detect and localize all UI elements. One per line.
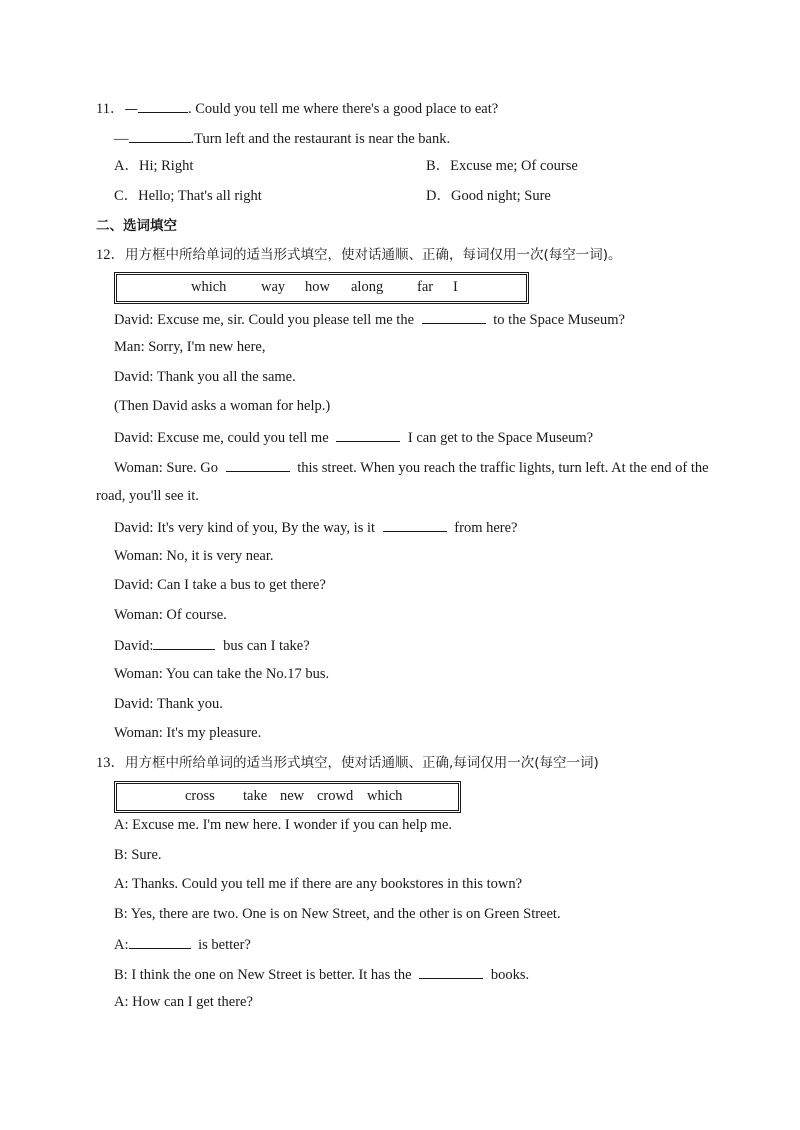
word-bank-box bbox=[114, 781, 461, 813]
answer-blank[interactable] bbox=[383, 517, 447, 532]
word-bank-item: cross bbox=[185, 788, 215, 805]
answer-blank[interactable] bbox=[336, 427, 400, 442]
dialogue-text: books. bbox=[490, 967, 530, 983]
question-number: 12． bbox=[96, 247, 125, 263]
option-letter: C． bbox=[114, 188, 139, 204]
answer-blank[interactable] bbox=[129, 934, 191, 949]
dialogue-line: B: Yes, there are two. One is on New Street, and the other is on Green Street. bbox=[114, 906, 561, 922]
dialogue-line: A: Thanks. Could you tell me if there are any bookstores in this town? bbox=[114, 876, 523, 892]
dialogue-text: B: I think the one on New Street is better. It has the bbox=[114, 967, 412, 983]
question-11-reply bbox=[114, 128, 450, 148]
dialogue-text: this street. When you reach the traffic lights, turn left. At the end of the bbox=[297, 460, 709, 476]
dialogue-text: bus can I take? bbox=[223, 638, 310, 654]
dialogue-line: B: Sure. bbox=[114, 847, 162, 863]
instruction-text: 用方框中所给单词的适当形式填空，使对话通顺、正确，每词仅用一次(每空一词)。 bbox=[125, 247, 622, 263]
dialogue-line: David: Thank you. bbox=[114, 696, 223, 712]
question-13-instruction bbox=[96, 754, 599, 772]
dialogue-line: Woman: No, it is very near. bbox=[114, 548, 274, 564]
dialogue-line: Woman: Of course. bbox=[114, 607, 227, 623]
question-12-instruction bbox=[96, 246, 622, 264]
option-c[interactable] bbox=[114, 187, 262, 205]
word-bank-item: I bbox=[453, 279, 458, 296]
dialogue-line: Woman: You can take the No.17 bus. bbox=[114, 666, 330, 682]
dialogue-text: from here? bbox=[454, 520, 518, 536]
dialogue-text: David: bbox=[114, 638, 154, 654]
answer-blank[interactable] bbox=[422, 309, 486, 324]
answer-blank[interactable] bbox=[419, 964, 483, 979]
option-text: Good night; Sure bbox=[450, 188, 551, 204]
dialogue-line bbox=[114, 635, 310, 655]
word-bank-item: along bbox=[351, 279, 384, 296]
option-text: Hi; Right bbox=[138, 158, 194, 174]
dialogue-line: (Then David asks a woman for help.) bbox=[114, 398, 331, 414]
dash: — bbox=[124, 101, 138, 117]
option-b[interactable] bbox=[426, 157, 578, 175]
word-bank-item: which bbox=[367, 788, 403, 805]
answer-blank[interactable] bbox=[226, 457, 290, 472]
dialogue-text: David: Excuse me, could you tell me bbox=[114, 430, 329, 446]
option-d[interactable] bbox=[426, 187, 551, 205]
dialogue-line bbox=[114, 309, 625, 329]
dialogue-line: David: Can I take a bus to get there? bbox=[114, 577, 326, 593]
dialogue-text: Woman: Sure. Go bbox=[114, 460, 218, 476]
word-bank-item: crowd bbox=[317, 788, 354, 805]
dialogue-line bbox=[114, 517, 517, 537]
dialogue-line: Man: Sorry, I'm new here, bbox=[114, 339, 266, 355]
question-text: .Turn left and the restaurant is near the bank. bbox=[190, 131, 451, 147]
dialogue-line: A: How can I get there? bbox=[114, 994, 253, 1010]
dialogue-line-continued: road, you'll see it. bbox=[96, 488, 199, 504]
word-bank-item: way bbox=[261, 279, 286, 296]
dialogue-line bbox=[114, 964, 529, 984]
dialogue-text: A: bbox=[114, 937, 129, 953]
dialogue-line: David: Thank you all the same. bbox=[114, 369, 296, 385]
dialogue-text: I can get to the Space Museum? bbox=[407, 430, 594, 446]
answer-blank[interactable] bbox=[153, 635, 215, 650]
answer-blank[interactable] bbox=[138, 98, 188, 113]
instruction-text: 用方框中所给单词的适当形式填空，使对话通顺、正确,每词仅用一次(每空一词) bbox=[125, 755, 599, 771]
dialogue-line: Woman: It's my pleasure. bbox=[114, 725, 262, 741]
option-text: Hello; That's all right bbox=[138, 188, 262, 204]
word-bank-box bbox=[114, 272, 529, 304]
dialogue-text: David: It's very kind of you, By the way, is it bbox=[114, 520, 376, 536]
option-letter: D． bbox=[426, 188, 451, 204]
question-11-stem bbox=[96, 98, 498, 118]
answer-blank[interactable] bbox=[129, 128, 191, 143]
dialogue-text: to the Space Museum? bbox=[493, 312, 625, 328]
option-text: Excuse me; Of course bbox=[450, 158, 578, 174]
section-heading: 二、选词填空 bbox=[96, 218, 177, 234]
word-bank-item: far bbox=[417, 279, 434, 296]
option-letter: B． bbox=[426, 158, 451, 174]
word-bank-item: which bbox=[191, 279, 227, 296]
dialogue-line: A: Excuse me. I'm new here. I wonder if you can help me. bbox=[114, 817, 453, 833]
question-number: 11． bbox=[96, 101, 125, 117]
dialogue-line bbox=[114, 427, 593, 447]
question-text: . Could you tell me where there's a good place to eat? bbox=[187, 101, 499, 117]
option-letter: A． bbox=[114, 158, 139, 174]
word-bank-item: new bbox=[280, 788, 305, 805]
word-bank-item: take bbox=[243, 788, 268, 805]
dialogue-line bbox=[114, 457, 709, 477]
word-bank-item: how bbox=[305, 279, 330, 296]
dialogue-text: is better? bbox=[198, 937, 251, 953]
dialogue-line bbox=[114, 934, 251, 954]
question-number: 13． bbox=[96, 755, 125, 771]
option-a[interactable] bbox=[114, 157, 193, 175]
dialogue-text: David: Excuse me, sir. Could you please tell me the bbox=[114, 312, 415, 328]
dash: — bbox=[114, 131, 129, 147]
